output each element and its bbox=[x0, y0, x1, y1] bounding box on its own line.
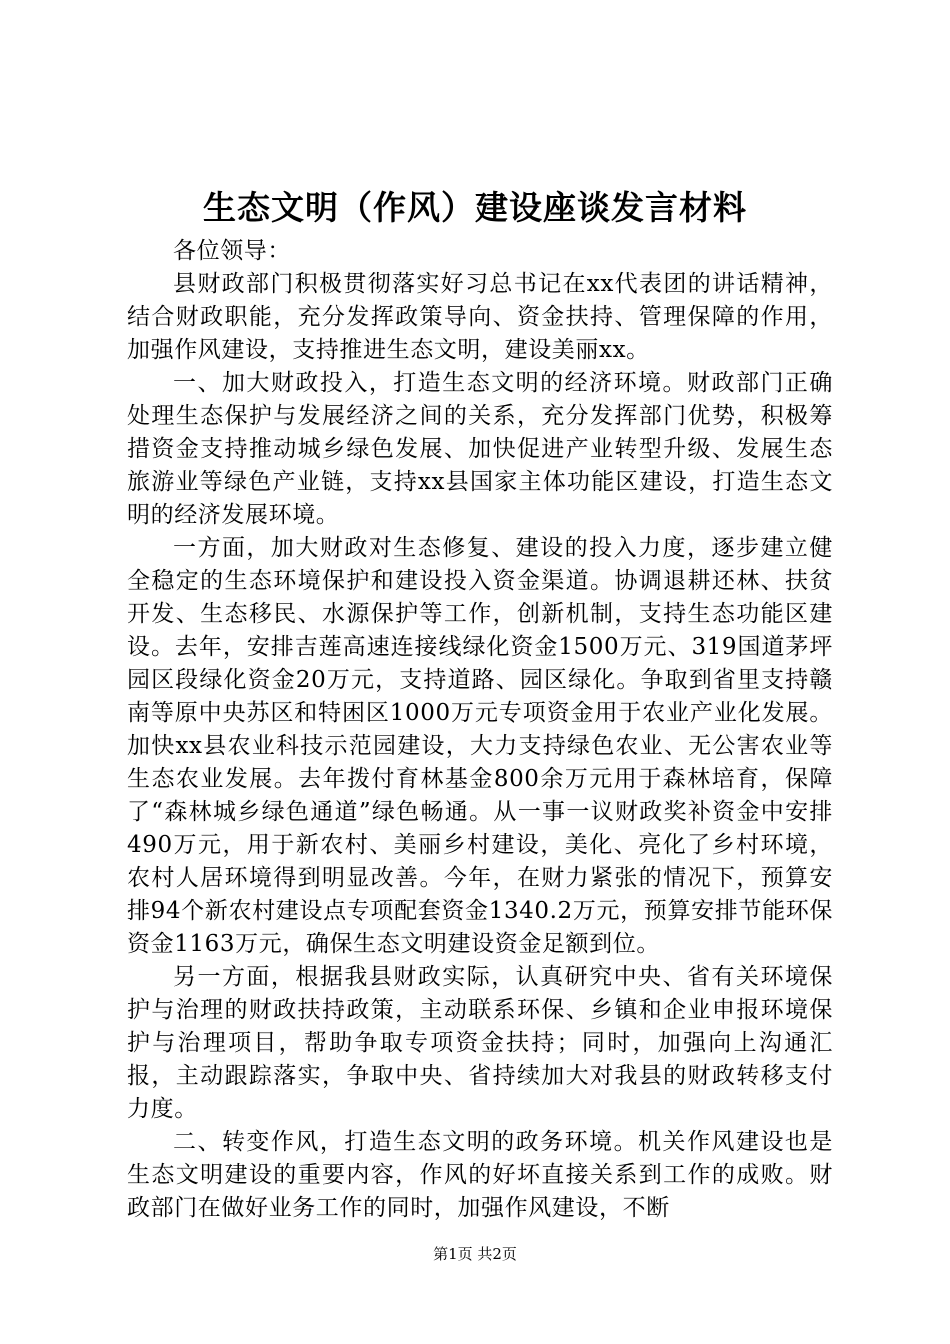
document-body bbox=[127, 235, 833, 1225]
document-title: 生态文明（作风）建设座谈发言材料 bbox=[203, 188, 747, 227]
page-footer: 第1页 共2页 bbox=[433, 1245, 517, 1263]
paragraph-on-one-hand: 一方面，加大财政对生态修复、建设的投入力度，逐步建立健全稳定的生态环境保护和建设投入资金渠道。协调退耕还林、扶贫开发、生态移民、水源保护等工作，创新机制，支持生态功能区建设。去年，安排吉莲高速连接线绿化资金1500万元、319国道茅坪园区段绿化资金20万元，支持道路、园区绿化。争取到省里支持赣南等原中央苏区和特困区1000万元专项资金用于农业产业化发展。加快xx县农业科技示范园建设，大力支持绿色农业、无公害农业等生态农业发展。去年拨付育林基金800余万元用于森林培育，保障了“森林城乡绿色通道”绿色畅通。从一事一议财政奖补资金中安排490万元，用于新农村、美丽乡村建设，美化、亮化了乡村环境，农村人居环境得到明显改善。今年，在财力紧张的情况下，预算安排94个新农村建设点专项配套资金1340.2万元，预算安排节能环保资金1163万元，确保生态文明建设资金足额到位。 bbox=[127, 535, 833, 957]
paragraph-section-two: 二、转变作风，打造生态文明的政务环境。机关作风建设也是生态文明建设的重要内容，作风的好坏直接关系到工作的成败。财政部门在做好业务工作的同时，加强作风建设，不断 bbox=[127, 1129, 833, 1221]
paragraph-on-other-hand: 另一方面，根据我县财政实际，认真研究中央、省有关环境保护与治理的财政扶持政策，主动联系环保、乡镇和企业申报环境保护与治理项目，帮助争取专项资金扶持；同时，加强向上沟通汇报，主动跟踪落实，争取中央、省持续加大对我县的财政转移支付力度。 bbox=[127, 964, 833, 1122]
paragraph-salutation: 各位领导： bbox=[173, 238, 291, 264]
paragraph-intro: 县财政部门积极贯彻落实好习总书记在xx代表团的讲话精神，结合财政职能，充分发挥政策导向、资金扶持、管理保障的作用，加强作风建设，支持推进生态文明，建设美丽xx。 bbox=[127, 271, 833, 363]
paragraph-section-one: 一、加大财政投入，打造生态文明的经济环境。财政部门正确处理生态保护与发展经济之间的关系，充分发挥部门优势，积极筹措资金支持推动城乡绿色发展、加快促进产业转型升级、发展生态旅游业等绿色产业链，支持xx县国家主体功能区建设，打造生态文明的经济发展环境。 bbox=[127, 370, 833, 528]
